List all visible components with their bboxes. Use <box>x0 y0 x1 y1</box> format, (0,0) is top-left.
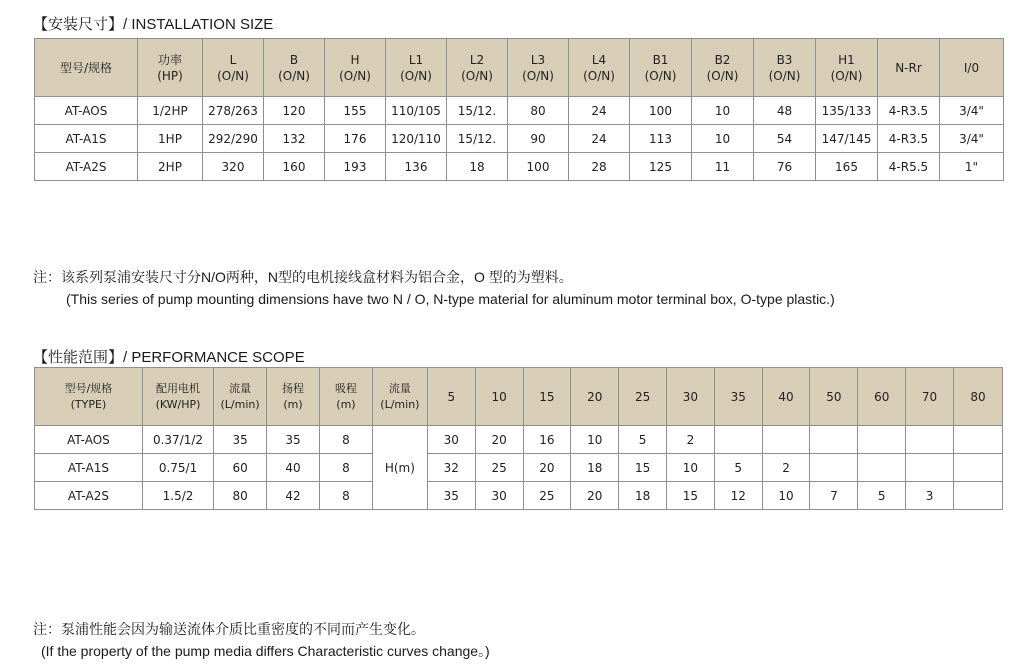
table-cell: 4-R5.5 <box>878 153 940 181</box>
header-text: (O/N) <box>522 68 554 83</box>
header-text: H1 <box>838 52 855 67</box>
table-cell: 1" <box>940 153 1004 181</box>
header-text: 35 <box>730 389 746 404</box>
head-value-cell: 25 <box>475 454 523 482</box>
table-row <box>35 125 1004 153</box>
header-cell <box>508 39 569 97</box>
table-cell: 11 <box>692 153 754 181</box>
header-text: 吸程 <box>334 381 357 395</box>
table-cell: 2HP <box>138 153 203 181</box>
model-cell: AT-A2S <box>35 482 143 510</box>
header-cell <box>35 368 143 426</box>
head-value-cell <box>906 426 954 454</box>
head-value-cell: 12 <box>714 482 762 510</box>
table-cell: 28 <box>569 153 630 181</box>
head-cell: 40 <box>267 454 320 482</box>
header-cell <box>630 39 692 97</box>
head-value-cell: 32 <box>427 454 475 482</box>
table-cell: 1HP <box>138 125 203 153</box>
header-text: L1 <box>408 52 424 67</box>
head-value-cell: 10 <box>667 454 715 482</box>
head-value-cell: 20 <box>475 426 523 454</box>
performance-scope-table <box>34 367 1003 510</box>
head-value-cell <box>810 454 858 482</box>
head-value-cell: 20 <box>571 482 619 510</box>
head-value-cell <box>810 426 858 454</box>
header-cell <box>940 39 1004 97</box>
head-value-cell: 2 <box>762 454 810 482</box>
head-value-cell: 25 <box>523 482 571 510</box>
table-cell: 18 <box>447 153 508 181</box>
header-text: 10 <box>491 389 507 404</box>
table-cell: 155 <box>325 97 386 125</box>
suction-cell: 8 <box>319 482 372 510</box>
model-cell: AT-AOS <box>35 97 138 125</box>
header-text: (TYPE) <box>70 397 107 411</box>
table-cell: 110/105 <box>386 97 447 125</box>
table-cell: 147/145 <box>816 125 878 153</box>
header-cell <box>667 368 715 426</box>
motor-cell: 1.5/2 <box>142 482 213 510</box>
head-value-cell: 15 <box>619 454 667 482</box>
table-cell: 10 <box>692 97 754 125</box>
header-text: 70 <box>921 389 938 404</box>
table-cell: 15/12. <box>447 97 508 125</box>
head-value-cell <box>858 426 906 454</box>
performance-scope-title: 【性能范围】/ PERFORMANCE SCOPE <box>33 349 305 366</box>
header-cell <box>427 368 475 426</box>
head-value-cell: 5 <box>714 454 762 482</box>
head-value-cell <box>714 426 762 454</box>
header-text: (O/N) <box>339 68 371 83</box>
header-text: 30 <box>682 389 699 404</box>
header-text: (O/N) <box>400 68 432 83</box>
header-text: L3 <box>530 52 546 67</box>
head-value-cell: 30 <box>427 426 475 454</box>
table-cell: 48 <box>754 97 816 125</box>
head-value-cell: 10 <box>762 482 810 510</box>
header-text: 25 <box>634 389 651 404</box>
table-cell: 160 <box>264 153 325 181</box>
motor-cell: 0.37/1/2 <box>142 426 213 454</box>
head-value-cell: 10 <box>571 426 619 454</box>
table-cell: 193 <box>325 153 386 181</box>
installation-size-title: 【安装尺寸】/ INSTALLATION SIZE <box>33 16 274 33</box>
note-installation-en: (This series of pump mounting dimensions have two N / O, N-type material for aluminum motor terminal box, O-type plastic.) <box>66 291 835 307</box>
table-row <box>35 153 1004 181</box>
header-text: 80 <box>970 389 986 404</box>
table-cell: 54 <box>754 125 816 153</box>
table-cell: 80 <box>508 97 569 125</box>
header-cell <box>523 368 571 426</box>
header-cell <box>319 368 372 426</box>
header-cell <box>878 39 940 97</box>
table-cell: 120/110 <box>386 125 447 153</box>
header-cell <box>953 368 1002 426</box>
header-text: L2 <box>469 52 485 67</box>
header-text: (O/N) <box>644 68 677 83</box>
note-performance-cn: 注：泵浦性能会因为输送流体介质比重密度的不同而产生变化。 <box>33 621 425 637</box>
header-cell <box>810 368 858 426</box>
table-cell: 3/4" <box>940 125 1004 153</box>
header-cell <box>619 368 667 426</box>
table-cell: 1/2HP <box>138 97 203 125</box>
h-unit-cell: H(m) <box>372 426 427 510</box>
header-text: (L/min) <box>380 397 420 411</box>
header-cell <box>858 368 906 426</box>
table-row <box>35 97 1004 125</box>
head-value-cell: 2 <box>667 426 715 454</box>
table-cell: 320 <box>203 153 264 181</box>
head-value-cell: 18 <box>619 482 667 510</box>
table-cell: 135/133 <box>816 97 878 125</box>
head-value-cell <box>858 454 906 482</box>
header-text: (m) <box>336 397 356 411</box>
head-value-cell <box>953 454 1002 482</box>
head-value-cell <box>906 454 954 482</box>
head-value-cell <box>953 482 1002 510</box>
header-cell <box>475 368 523 426</box>
head-cell: 42 <box>267 482 320 510</box>
header-cell <box>372 368 427 426</box>
header-cell <box>816 39 878 97</box>
head-value-cell: 5 <box>858 482 906 510</box>
header-text: (L/min) <box>220 397 260 411</box>
head-value-cell: 16 <box>523 426 571 454</box>
header-cell <box>386 39 447 97</box>
header-cell <box>569 39 630 97</box>
table-cell: 165 <box>816 153 878 181</box>
header-cell <box>203 39 264 97</box>
head-value-cell: 18 <box>571 454 619 482</box>
head-value-cell: 30 <box>475 482 523 510</box>
model-cell: AT-AOS <box>35 426 143 454</box>
flow-cell: 35 <box>214 426 267 454</box>
header-text: 配用电机 <box>156 381 201 395</box>
header-text: 扬程 <box>282 381 305 395</box>
header-text: 5 <box>447 389 456 404</box>
header-text: 型号/规格 <box>59 60 113 75</box>
header-cell <box>214 368 267 426</box>
table-row <box>35 426 1003 454</box>
model-cell: AT-A2S <box>35 153 138 181</box>
header-text: (O/N) <box>830 68 863 83</box>
flow-cell: 80 <box>214 482 267 510</box>
header-cell <box>142 368 213 426</box>
header-text: B <box>289 52 299 67</box>
head-value-cell: 15 <box>667 482 715 510</box>
header-text: 50 <box>826 389 842 404</box>
head-value-cell: 35 <box>427 482 475 510</box>
header-text: B2 <box>714 52 731 67</box>
header-text: (O/N) <box>461 68 493 83</box>
table-row <box>35 454 1003 482</box>
header-text: 流量 <box>229 381 252 395</box>
head-value-cell: 20 <box>523 454 571 482</box>
head-value-cell: 7 <box>810 482 858 510</box>
header-cell <box>447 39 508 97</box>
header-cell <box>35 39 138 97</box>
header-text: N-Rr <box>895 60 922 75</box>
header-text: (O/N) <box>768 68 801 83</box>
header-text: 40 <box>778 389 794 404</box>
table-cell: 3/4" <box>940 97 1004 125</box>
model-cell: AT-A1S <box>35 454 143 482</box>
header-text: (KW/HP) <box>155 397 201 411</box>
header-text: (O/N) <box>278 68 310 83</box>
table-cell: 4-R3.5 <box>878 125 940 153</box>
table-cell: 100 <box>508 153 569 181</box>
head-value-cell: 5 <box>619 426 667 454</box>
header-text: (HP) <box>157 68 183 83</box>
header-cell <box>762 368 810 426</box>
table-cell: 15/12. <box>447 125 508 153</box>
header-text: I/0 <box>963 60 980 75</box>
header-text: B1 <box>652 52 669 67</box>
header-text: (O/N) <box>706 68 739 83</box>
table-cell: 176 <box>325 125 386 153</box>
header-text: 15 <box>539 389 555 404</box>
suction-cell: 8 <box>319 454 372 482</box>
head-value-cell: 3 <box>906 482 954 510</box>
header-cell <box>264 39 325 97</box>
header-cell <box>325 39 386 97</box>
header-text: L <box>229 52 237 67</box>
table-cell: 10 <box>692 125 754 153</box>
table-cell: 76 <box>754 153 816 181</box>
header-cell <box>754 39 816 97</box>
note-performance-en: (If the property of the pump media differs Characteristic curves change。) <box>41 643 490 659</box>
head-value-cell <box>953 426 1002 454</box>
table-row <box>35 482 1003 510</box>
table-cell: 100 <box>630 97 692 125</box>
header-text: 功率 <box>157 52 182 67</box>
suction-cell: 8 <box>319 426 372 454</box>
table-cell: 125 <box>630 153 692 181</box>
table-cell: 90 <box>508 125 569 153</box>
table-cell: 113 <box>630 125 692 153</box>
table-cell: 24 <box>569 97 630 125</box>
note-installation-cn: 注：该系列泵浦安装尺寸分N/O两种，N型的电机接线盒材料为铝合金，O 型的为塑料。 <box>33 269 573 285</box>
header-text: 型号/规格 <box>64 381 113 395</box>
header-text: (m) <box>283 397 303 411</box>
header-text: 60 <box>874 389 890 404</box>
header-text: H <box>350 52 360 67</box>
table-cell: 132 <box>264 125 325 153</box>
header-text: B3 <box>776 52 793 67</box>
header-cell <box>906 368 954 426</box>
table-cell: 4-R3.5 <box>878 97 940 125</box>
header-text: 20 <box>587 389 603 404</box>
header-text: (O/N) <box>217 68 249 83</box>
model-cell: AT-A1S <box>35 125 138 153</box>
table-cell: 136 <box>386 153 447 181</box>
header-cell <box>714 368 762 426</box>
header-text: (O/N) <box>583 68 615 83</box>
table-cell: 24 <box>569 125 630 153</box>
table-cell: 292/290 <box>203 125 264 153</box>
flow-cell: 60 <box>214 454 267 482</box>
installation-size-table <box>34 38 1004 181</box>
header-cell <box>571 368 619 426</box>
table-cell: 120 <box>264 97 325 125</box>
header-cell <box>692 39 754 97</box>
header-cell <box>138 39 203 97</box>
table-cell: 278/263 <box>203 97 264 125</box>
head-cell: 35 <box>267 426 320 454</box>
motor-cell: 0.75/1 <box>142 454 213 482</box>
head-value-cell <box>762 426 810 454</box>
header-text: 流量 <box>388 381 411 395</box>
header-cell <box>267 368 320 426</box>
header-text: L4 <box>591 52 607 67</box>
